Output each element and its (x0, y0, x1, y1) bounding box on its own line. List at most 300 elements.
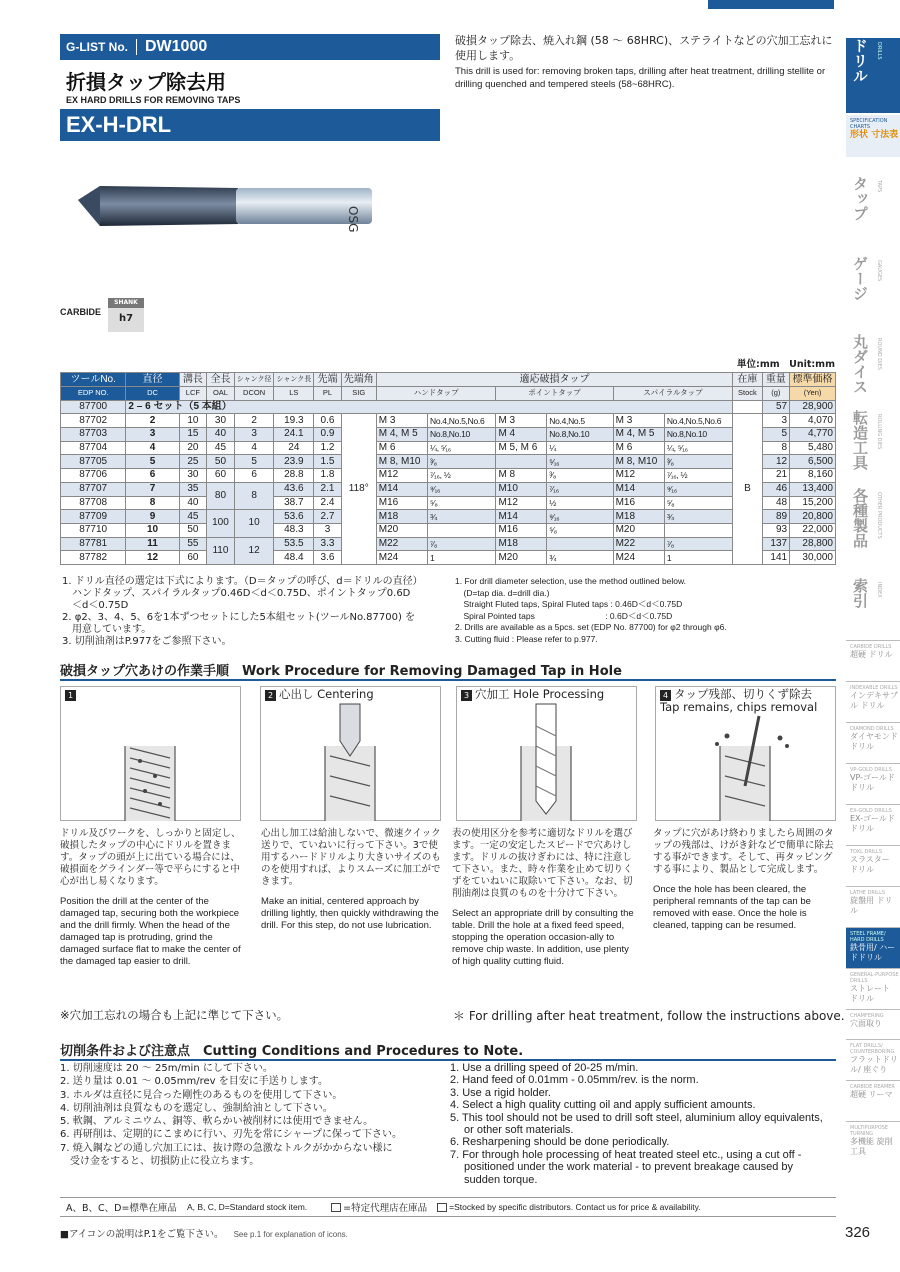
procedure-steps (60, 686, 836, 821)
th-sub-spiral: スパイラルタップ (613, 387, 733, 401)
cell-no: 87782 (61, 551, 126, 565)
cell-no: 87781 (61, 537, 126, 551)
cell-spiral-tap-inch: ⁵⁄₈ (664, 496, 732, 510)
tab-label-en: TAPS (876, 180, 882, 193)
sub-index-item[interactable] (846, 640, 900, 681)
condition-en-line: 2. Hand feed of 0.01mm - 0.05mm/rev. is the norm. (450, 1074, 699, 1087)
sub-index-en: CARBIDE REAMER (850, 1084, 895, 1090)
cell-dia: 11 (126, 537, 179, 551)
cell-dia: 12 (126, 551, 179, 565)
sub-index-item[interactable] (846, 1039, 900, 1080)
step-4-text (653, 828, 835, 932)
sub-index-en: LATHE DRILLS (850, 890, 886, 896)
table-row-set (61, 400, 836, 414)
cell-point-tap-inch: ½ (547, 496, 613, 510)
condition-jp-line: 6. 再研削は、定期的にこまめに行い、刃先を常にシャープに保って下さい。 (60, 1129, 403, 1141)
cell-point-tap: M18 (496, 537, 547, 551)
tab-taps[interactable] (846, 176, 900, 246)
note-en-line: 1. For drill diameter selection, use the method outlined below. (455, 576, 687, 586)
th-dcon: シャンク径 (234, 373, 274, 387)
cell-dcon: 12 (234, 537, 274, 564)
legend-square-icon (331, 1203, 341, 1212)
sub-index-jp: EX-ゴールド ドリル (850, 814, 895, 833)
tab-label-en: OTHER PRODUCTS (876, 492, 882, 539)
cell-dia: 9 (126, 510, 179, 524)
tab-label-en: ROUND DIES (876, 338, 882, 370)
note-en-line: 3. Cutting fluid : Please refer to p.977. (455, 633, 598, 644)
cell-pl: 0.9 (314, 428, 342, 442)
cell-pl: 2.7 (314, 510, 342, 524)
cell-no: 87710 (61, 523, 126, 537)
tab-other-products[interactable] (846, 488, 900, 563)
cell-spiral-tap: M22 (613, 537, 664, 551)
step-text-en: Make an initial, centered approach by drilling lightly, then quickly withdrawing the drill. For this step, do not use lubrication. (261, 896, 439, 931)
th-stock: 在庫 (733, 373, 762, 387)
cell-hand-tap-inch: ¾ (427, 510, 495, 524)
cell-ls: 43.6 (274, 482, 314, 496)
cell-hand-tap-inch: No.4,No.5,No.6 (427, 414, 495, 428)
cell-lcf: 30 (179, 469, 207, 483)
cell-no: 87703 (61, 428, 126, 442)
cell-lcf: 50 (179, 523, 207, 537)
condition-jp-line: 4. 切削油剤は良質なものを選定し、強制給油として下さい。 (60, 1102, 333, 1114)
th-sub-dcon: DCON (234, 387, 274, 401)
cell-oal: 80 (207, 482, 235, 509)
cell-ls: 28.8 (274, 469, 314, 483)
cell-weight: 8 (762, 441, 790, 455)
cell-ls: 53.6 (274, 510, 314, 524)
cell-point-tap-inch: ⁵⁄₈ (547, 523, 613, 537)
cell-lcf: 25 (179, 455, 207, 469)
sub-index-jp: 超硬 リーマ (850, 1090, 893, 1099)
notes-en (455, 576, 835, 645)
step-number: 3 (461, 690, 472, 701)
tab-label: 丸ダイス (851, 334, 869, 394)
cell-lcf: 55 (179, 537, 207, 551)
cell-dcon: 2 (234, 414, 274, 428)
cell-sig: 118° (341, 414, 376, 565)
cell-no: 87709 (61, 510, 126, 524)
cell-hand-tap-inch: ⁷⁄₁₆, ½ (427, 469, 495, 483)
note-jp-line: ハンドタップ、スパイラルタップ0.46D＜d＜0.75D、ポイントタップ0.6D (62, 588, 411, 599)
sub-index-en: FLAT DRILLS/ COUNTERBORING (850, 1043, 895, 1055)
cell-point-tap-inch: No.4,No.5 (547, 414, 613, 428)
glist-label: G-LIST No. (66, 40, 128, 54)
cell-dcon: 4 (234, 441, 274, 455)
remark-en: ＊ For drilling after heat treatment, follow the instructions above. (453, 1009, 845, 1023)
cell-ls: 24 (274, 441, 314, 455)
cell-dcon: 3 (234, 428, 274, 442)
description (455, 33, 840, 91)
cell-no: 87708 (61, 496, 126, 510)
tab-rolling-dies[interactable] (846, 410, 900, 480)
condition-en-line: or other soft materials. (450, 1124, 574, 1137)
sub-index-jp: 穴面取り (850, 1019, 882, 1028)
cell-spiral-tap: M24 (613, 551, 664, 565)
cell-price: 4,070 (790, 414, 836, 428)
spec-table (60, 372, 836, 565)
cell-oal: 45 (207, 441, 235, 455)
step-label: タップ残部、切りくず除去 (674, 687, 812, 701)
cell-point-tap: M 3 (496, 414, 547, 428)
cell-dcon: 10 (234, 510, 274, 537)
cell-spiral-tap-inch: 1 (664, 551, 732, 565)
cell-spiral-tap-inch (664, 523, 732, 537)
cell-oal: 100 (207, 510, 235, 537)
cell-spiral-tap: M18 (613, 510, 664, 524)
cell-spiral-tap-inch: ⁹⁄₁₆ (664, 482, 732, 496)
step-4 (655, 686, 836, 821)
sub-index-item[interactable] (846, 1080, 900, 1121)
cell-oal: 50 (207, 455, 235, 469)
title-en: EX HARD DRILLS FOR REMOVING TAPS (66, 95, 241, 105)
cell-oal: 110 (207, 537, 235, 564)
cell-ls: 48.3 (274, 523, 314, 537)
cell-point-tap: M 8 (496, 469, 547, 483)
cell-price: 20,800 (790, 510, 836, 524)
sub-index-en: MULTIPURPOSE TURNING (850, 1125, 889, 1137)
condition-en-line: sudden torque. (450, 1173, 538, 1186)
th-sub-stock: Stock (733, 387, 762, 401)
tab-label-en: GAUGES (876, 260, 882, 282)
tab-label: 各種製品 (851, 488, 869, 548)
cell-spiral-tap: M12 (613, 469, 664, 483)
sub-index-item[interactable] (846, 927, 900, 968)
sub-index-item[interactable] (846, 681, 900, 722)
th-sub-pl: PL (314, 387, 342, 401)
step-1-illustration (60, 686, 241, 821)
tab-gauges[interactable] (846, 256, 900, 326)
th-lcf: 溝長 (179, 373, 207, 387)
sub-index-en: TOXL DRILLS (850, 849, 883, 855)
cell-price: 22,000 (790, 523, 836, 537)
step-text-en: Once the hole has been cleared, the peripheral remnants of the tap can be removed with ease. Once the hole is cleaned, tapping can be resumed. (653, 884, 811, 931)
tab-index[interactable] (846, 578, 900, 628)
cell-hand-tap: M20 (376, 523, 427, 537)
table-row (61, 482, 836, 496)
description-en: This drill is used for: removing broken taps, drilling after heat treatment, drilling stellite or drilling quenched and tempered steels (58~68HRC). (455, 66, 826, 90)
conditions-en (450, 1062, 836, 1186)
cell-price: 6,500 (790, 455, 836, 469)
spec-chart-link[interactable] (846, 115, 900, 157)
cell-hand-tap: M 4, M 5 (376, 428, 427, 442)
legend-std-en: A, B, C, D=Standard stock item. (186, 1202, 308, 1212)
product-name: EX-H-DRL (60, 109, 440, 141)
step-text-jp: ドリル及びワークを、しっかりと固定し、破損したタップの中心にドリルを置きます。タップの頭が上に出ている場合には、破損面をグラインダー等で平らにすると中心が出し易くなります。 (60, 828, 241, 887)
legend-square-icon (437, 1203, 447, 1212)
cell-oal: 40 (207, 428, 235, 442)
cell-ls: 38.7 (274, 496, 314, 510)
sub-index-en: EX-GOLD DRILLS (850, 808, 892, 814)
cell-weight: 137 (762, 537, 790, 551)
footer-jp: ■アイコンの説明はP.1をご覧下さい。 (60, 1229, 224, 1240)
th-tool: ツールNo. (61, 373, 126, 387)
cell-no: 87707 (61, 482, 126, 496)
tab-label: ドリル (851, 38, 869, 83)
cell-ls: 24.1 (274, 428, 314, 442)
cell-set-label: 2 – 6 セット（5 本組） (126, 400, 733, 414)
th-weight: 重量 (762, 373, 790, 387)
glist-divider (136, 39, 137, 55)
cell-oal: 60 (207, 469, 235, 483)
cell-weight: 48 (762, 496, 790, 510)
sub-index-item[interactable] (846, 886, 900, 927)
cell-hand-tap-inch: ⁷⁄₈ (427, 537, 495, 551)
cell-weight: 3 (762, 414, 790, 428)
condition-en-line: 4. Select a high quality cutting oil and apply sufficient amounts. (450, 1099, 756, 1112)
cell-spiral-tap-inch: No.4,No.5,No.6 (664, 414, 732, 428)
cell-dia: 2 (126, 414, 179, 428)
cell-hand-tap: M12 (376, 469, 427, 483)
th-sub-weight: (g) (762, 387, 790, 401)
cell-price: 28,800 (790, 537, 836, 551)
sub-index-en: CARBIDE DRILLS (850, 644, 892, 650)
tab-round-dies[interactable] (846, 334, 900, 404)
note-jp-line: ＜d＜0.75D (62, 600, 129, 611)
cell-oal: 30 (207, 414, 235, 428)
table-row (61, 469, 836, 483)
cell-spiral-tap-inch: No.8,No.10 (664, 428, 732, 442)
cell-stock-empty (733, 400, 762, 414)
condition-en-line: 7. For through hole processing of heat treated steel etc., using a cut off - (450, 1148, 802, 1161)
th-sub-tool: EDP NO. (61, 387, 126, 401)
cell-hand-tap: M24 (376, 551, 427, 565)
drill-image (78, 180, 378, 240)
cell-dia: 10 (126, 523, 179, 537)
tab-label: ゲージ (851, 256, 869, 301)
cell-point-tap: M 5, M 6 (496, 441, 547, 455)
sub-index-item[interactable] (846, 845, 900, 886)
cell-weight: 5 (762, 428, 790, 442)
cell-hand-tap: M22 (376, 537, 427, 551)
note-en-line: Spiral Pointed taps : 0.6D＜d＜0.75D (455, 610, 673, 621)
note-jp-line: 2. φ2、3、4、5、6を1本ずつセットにした5本組セット(ツールNo.87700) を (62, 612, 416, 623)
step-text-jp: 表の使用区分を参考に適切なドリルを選びます。一定の安定したスピードで穴あけします。ドリルの抜けぎわには、特に注意して下さい。また、時々作業を止めて切りくずをていねいに取除いて下さい。なお、切削油剤は良質のものを十分けて下さい。 (452, 828, 633, 899)
cell-lcf: 60 (179, 551, 207, 565)
cell-point-tap: M12 (496, 496, 547, 510)
cell-weight: 89 (762, 510, 790, 524)
step-1-text (60, 828, 242, 968)
cell-lcf: 40 (179, 496, 207, 510)
legend-std-jp: A、B、C、D=標準在庫品 (66, 1203, 177, 1214)
sub-index-jp: ストレート ドリル (850, 984, 890, 1003)
condition-jp-line: 2. 送り量は 0.01 ～ 0.05mm/rev を目安に手送りします。 (60, 1076, 328, 1088)
cell-weight: 141 (762, 551, 790, 565)
cell-point-tap: M16 (496, 523, 547, 537)
cell-point-tap: M14 (496, 510, 547, 524)
cell-lcf: 20 (179, 441, 207, 455)
cell-dia: 7 (126, 482, 179, 496)
shank-label: SHANK (108, 298, 144, 308)
cell-no: 87706 (61, 469, 126, 483)
step-1 (60, 686, 241, 821)
sub-index-en: STEEL FRAME/ HARD DRILLS (850, 931, 886, 943)
table-row (61, 523, 836, 537)
step-text-en: Select an appropriate drill by consulting the table. Drill the hole at a fixed feed speed, stopping the operation occasion-ally to remove chip waste. In addition, use plenty of high quality cutting fluid. (452, 908, 634, 967)
sub-index-en: VP-GOLD DRILLS (850, 767, 892, 773)
th-sig: 先端角 (341, 373, 376, 387)
cell-point-tap-inch (547, 537, 613, 551)
step-number: 1 (65, 690, 76, 701)
sub-index-item[interactable] (846, 722, 900, 763)
cell-hand-tap-inch: No.8,No.10 (427, 428, 495, 442)
table-row (61, 496, 836, 510)
cell-dcon: 5 (234, 455, 274, 469)
sub-index-jp: VP-ゴールド ドリル (850, 773, 895, 792)
remark-jp: ※穴加工忘れの場合も上記に準じて下さい。 (60, 1008, 289, 1022)
step-label: 心出し Centering (279, 687, 374, 701)
cell-point-tap-inch: No.8,No.10 (547, 428, 613, 442)
cell-pl: 3 (314, 523, 342, 537)
cell-point-tap-inch: ³⁄₈ (547, 469, 613, 483)
cell-price: 15,200 (790, 496, 836, 510)
condition-jp-line: 受け金をすると、切損防止に役立ちます。 (60, 1156, 260, 1168)
tab-drills[interactable] (846, 38, 900, 113)
th-ls: シャンク長 (274, 373, 314, 387)
cell-dia: 5 (126, 455, 179, 469)
cell-price: 5,480 (790, 441, 836, 455)
step-3-text (452, 828, 634, 968)
cell-hand-tap: M16 (376, 496, 427, 510)
cell-no: 87704 (61, 441, 126, 455)
glist-code: DW1000 (145, 38, 208, 55)
cell-point-tap: M20 (496, 551, 547, 565)
shank-badge (108, 298, 144, 332)
condition-jp-line: 7. 焼入鋼などの通し穴加工には、抜け際の急激なトルクがかからない様に (60, 1142, 393, 1154)
conditions-section (60, 1040, 836, 1061)
table-row (61, 551, 836, 565)
cell-spiral-tap: M 4, M 5 (613, 428, 664, 442)
spec-chart-jp: 形状 寸法表 (850, 130, 899, 140)
note-en-line: 2. Drills are available as a 5pcs. set (EDP No. 87700) for φ2 through φ6. (455, 622, 727, 632)
cell-pl: 2.4 (314, 496, 342, 510)
top-accent-bar (708, 0, 834, 9)
sub-index-item[interactable] (846, 1009, 900, 1039)
cell-point-tap: M 4 (496, 428, 547, 442)
cell-no: 87700 (61, 400, 126, 414)
sub-index-jp: 鉄骨用/ ハードドリル (850, 943, 896, 962)
th-sub-dia: DC (126, 387, 179, 401)
cell-ls: 19.3 (274, 414, 314, 428)
th-sub-hand: ハンドタップ (376, 387, 496, 401)
cell-point-tap (496, 455, 547, 469)
cell-lcf: 35 (179, 482, 207, 496)
cell-spiral-tap: M16 (613, 496, 664, 510)
cell-weight: 21 (762, 469, 790, 483)
step-text-jp: 心出し加工は給油しないで、微速クイック送りで、ていねいに行って下さい。3で使用するハードドリルより大きいサイズのものを使用すれば、よりスムーズに加工ができます。 (261, 828, 441, 887)
cell-hand-tap-inch: ¼, ⁵⁄₁₆ (427, 441, 495, 455)
shank-value: h7 (118, 313, 134, 324)
cell-ls: 48.4 (274, 551, 314, 565)
step-2 (260, 686, 441, 821)
cell-weight: 57 (762, 400, 790, 414)
sub-index-item[interactable] (846, 763, 900, 804)
tab-label: 転造工具 (851, 410, 869, 470)
cell-dia: 6 (126, 469, 179, 483)
table-row (61, 441, 836, 455)
cell-hand-tap-inch: ⁵⁄₈ (427, 496, 495, 510)
note-jp-line: 3. 切削油剤はP.977をご参照下さい。 (62, 636, 232, 647)
step-3-illustration (456, 686, 637, 821)
table-row (61, 428, 836, 442)
cell-spiral-tap-inch: ¼, ⁵⁄₁₆ (664, 441, 732, 455)
th-sub-oal: OAL (207, 387, 235, 401)
note-jp-line: 1. ドリル直径の選定は下式によります。（D＝タップの呼び、d＝ドリルの直径） (62, 576, 423, 587)
cell-dia: 4 (126, 441, 179, 455)
cell-weight: 46 (762, 482, 790, 496)
step-3 (456, 686, 637, 821)
cell-lcf: 45 (179, 510, 207, 524)
sub-index-item[interactable] (846, 1121, 900, 1162)
sub-index-en: CHAMFERING (850, 1013, 884, 1019)
table-row (61, 537, 836, 551)
cell-pl: 2.1 (314, 482, 342, 496)
sub-index-jp: 超硬 ドリル (850, 650, 893, 659)
cell-spiral-tap: M20 (613, 523, 664, 537)
condition-en-line: 1. Use a drilling speed of 20-25 m/min. (450, 1062, 639, 1074)
cell-no: 87702 (61, 414, 126, 428)
cell-pl: 1.5 (314, 455, 342, 469)
cell-price: 8,160 (790, 469, 836, 483)
step-text-en: Position the drill at the center of the damaged tap, securing both the workpiece and the drill firmly. When the head of the damaged tap is protruding, grind the damaged surface flat to make the center of the damaged tap easier to drill. (60, 896, 241, 967)
note-jp-line: 用意しています。 (62, 624, 152, 635)
condition-en-line: 6. Resharpening should be done periodically. (450, 1136, 670, 1149)
table-row (61, 455, 836, 469)
step-2-text (261, 828, 443, 932)
step-4-illustration (655, 686, 836, 821)
condition-en-line: positioned under the work material - to prevent breakage caused by (450, 1161, 794, 1174)
unit-label: 単位:mm Unit:mm (737, 359, 835, 370)
cell-pl: 0.6 (314, 414, 342, 428)
cell-hand-tap: M18 (376, 510, 427, 524)
legend-spec-jp: =特定代理店在庫品 (343, 1203, 428, 1214)
sub-index-item[interactable] (846, 804, 900, 845)
cell-hand-tap-inch: ³⁄₈ (427, 455, 495, 469)
cell-stock: B (733, 414, 762, 565)
condition-jp-line: 5. 軟鋼、アルミニウム、銅等、軟らかい被削材には使用できません。 (60, 1116, 374, 1128)
cell-dcon: 6 (234, 469, 274, 483)
cell-hand-tap: M 8, M10 (376, 455, 427, 469)
table-row (61, 510, 836, 524)
page-number: 326 (845, 1224, 871, 1241)
th-sub-sig: SIG (341, 387, 376, 401)
cell-spiral-tap-inch: ⁷⁄₁₆, ½ (664, 469, 732, 483)
condition-en-line: 5. This tool should not be used to drill soft steel, aluminium alloy equivalents, (450, 1111, 823, 1124)
notes-jp (62, 576, 447, 648)
drill-mark: OSG (346, 206, 360, 233)
cell-hand-tap: M 6 (376, 441, 427, 455)
cell-spiral-tap: M14 (613, 482, 664, 496)
cell-spiral-tap: M 8, M10 (613, 455, 664, 469)
sub-index-jp: ダイヤモンド ドリル (850, 732, 898, 751)
tab-label-en: ROLLING DIES (876, 414, 882, 450)
cell-weight: 12 (762, 455, 790, 469)
cell-spiral-tap-inch: ¾ (664, 510, 732, 524)
condition-jp-line: 3. ホルダは直径に見合った剛性のあるものを使用して下さい。 (60, 1089, 343, 1101)
legend-spec-en: =Stocked by specific distributors. Contact us for price & availability. (449, 1202, 701, 1212)
th-oal: 全長 (207, 373, 235, 387)
step-text-jp: タップに穴があけ終わりましたら周囲のタップの残部は、けがき針などで簡単に除去する事ができます。そして、再タッピングする事により、製品として完成します。 (653, 828, 834, 875)
th-taps: 適応破損タップ (376, 373, 733, 387)
cell-spiral-tap: M 6 (613, 441, 664, 455)
sub-index-item[interactable] (846, 968, 900, 1009)
spec-chart-en: SPECIFICATION CHARTS (850, 118, 888, 130)
description-jp: 破損タップ除去、焼入れ鋼 (58 ～ 68HRC)、ステライトなどの穴加工忘れに使用します。 (455, 34, 833, 62)
cell-hand-tap: M14 (376, 482, 427, 496)
th-sub-point: ポイントタップ (496, 387, 613, 401)
cell-point-tap-inch: ⁵⁄₁₆ (547, 455, 613, 469)
carbide-badge: CARBIDE (60, 307, 102, 317)
